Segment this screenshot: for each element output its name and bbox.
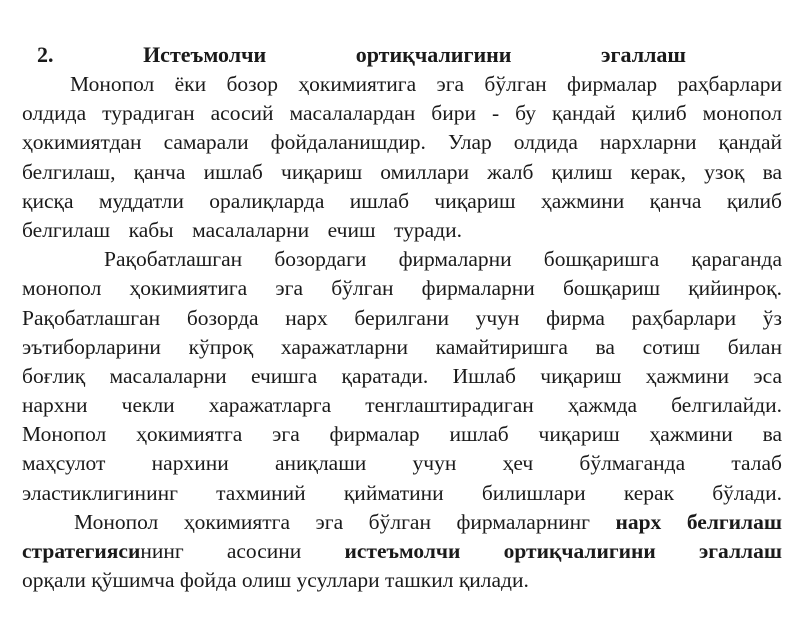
paragraph-line: белгилаш, қанча ишлаб чиқариш омиллари жалб қилиш керак, узоқ ва (22, 159, 782, 184)
heading-word-3: эгаллаш (601, 42, 686, 67)
paragraph-line: Рақобатлашган бозордаги фирмаларни бошқаришга қараганда (104, 247, 782, 272)
paragraph-line: қисқа муддатли оралиқларда ишлаб чиқариш ҳажмини қанча қилиб (22, 188, 782, 213)
paragraph-line: Монопол ҳокимиятга эга фирмалар ишлаб чиқариш ҳажмини ва (22, 422, 782, 447)
paragraph-line: Монопол ёки бозор ҳокимиятига эга бўлган фирмалар раҳбарлари (70, 72, 782, 96)
bold-term: нарх белгилаш (615, 509, 782, 534)
paragraph-line: монопол ҳокимиятига эга бўлган фирмаларни бошқариш қийинроқ. (22, 276, 782, 301)
paragraph-line: орқали қўшимча фойда олиш усуллари ташкил қилади. (22, 568, 529, 593)
paragraph-line: Рақобатлашган бозорда нарх берилгани учун фирма раҳбарлари ўз (22, 305, 782, 330)
heading-word-2: ортиқчалигини (355, 42, 512, 67)
paragraph-line: эътиборларини кўпроқ харажатларни камайтиришга ва сотиш билан (22, 334, 782, 359)
section-heading (22, 40, 782, 70)
paragraph-line (22, 508, 782, 537)
paragraph-2 (22, 245, 782, 508)
section-number: 2. (37, 42, 54, 67)
paragraph-line: эластиклигининг тахминий қийматини билишлари керак бўлади. (22, 480, 782, 505)
paragraph-3 (22, 508, 782, 596)
document-page (22, 40, 782, 595)
paragraph-text: нинг асосини (140, 539, 302, 563)
paragraph-line: ҳокимиятдан самарали фойдаланишдир. Улар олдида нархларни қандай (22, 130, 782, 155)
paragraph-1 (22, 70, 782, 245)
paragraph-line (22, 537, 782, 566)
paragraph-line: боғлиқ масалаларни ечишга қаратади. Ишлаб чиқариш ҳажмини эса (22, 363, 782, 388)
bold-term: стратегияси (22, 539, 141, 563)
paragraph-line: олдида турадиган асосий масалалардан бири - бу қандай қилиб монопол (22, 101, 782, 126)
paragraph-line: нархни чекли харажатларга тенглаштирадиган ҳажмда белгилайди. (22, 393, 782, 418)
paragraph-line: маҳсулот нархини аниқлаши учун ҳеч бўлмаганда талаб (22, 451, 782, 476)
heading-word-1: Истеъмолчи (143, 42, 267, 67)
paragraph-line: белгилаш кабы масалаларни ечиш туради. (22, 217, 462, 242)
bold-term: истеъмолчи ортиқчалигини эгаллаш (344, 539, 782, 563)
paragraph-text: Монопол ҳокимиятга эга бўлган фирмаларнинг (74, 509, 590, 534)
